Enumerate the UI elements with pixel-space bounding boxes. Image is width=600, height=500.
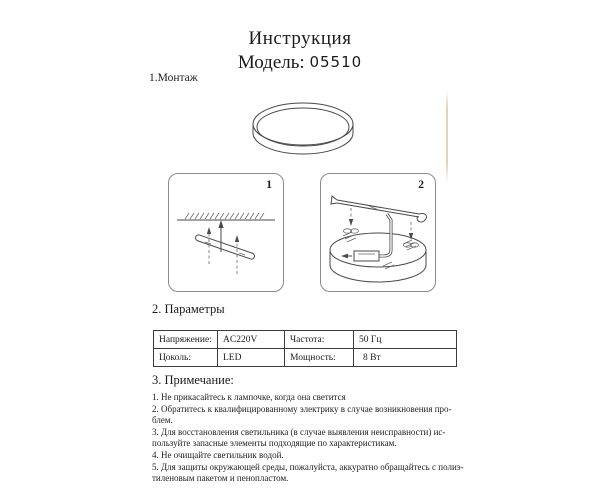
notes-list — [152, 392, 462, 485]
section-montage-heading: 1.Монтаж — [149, 72, 198, 84]
table-row — [154, 331, 457, 349]
base-wiring-diagram — [321, 174, 435, 291]
voltage-value: AC220V — [218, 331, 285, 349]
parameters-table — [153, 330, 457, 367]
note-line: тиленовым пакетом и пенопластом. — [152, 473, 289, 484]
voltage-label: Напряжение: — [154, 331, 218, 349]
step-2-panel — [320, 173, 436, 292]
note-line: 5. Для защиты окружающей среды, пожалуйста, аккуратно обращайтесь с полиэ- — [152, 461, 464, 472]
socket-value: LED — [218, 349, 285, 367]
frequency-label: Частота: — [285, 331, 354, 349]
note-line: 4. Не очищайте светильник водой. — [152, 449, 284, 460]
mounting-bracket-diagram — [169, 174, 283, 291]
note-line: пользуйте запасные элементы подходящие по характеристикам. — [152, 438, 397, 449]
page-title: Инструкция — [248, 28, 352, 49]
power-value: 8 Вт — [354, 349, 457, 367]
power-label: Мощность: — [285, 349, 354, 367]
socket-label: Цоколь: — [154, 349, 218, 367]
section-notes-heading: 3. Примечание: — [152, 373, 234, 387]
step-1-panel — [168, 173, 284, 292]
ceiling-lamp-illustration — [248, 99, 358, 169]
model-label: Модель: — [237, 52, 305, 73]
section-parameters-heading: 2. Параметры — [152, 302, 225, 316]
note-line: 2. Обратитесь к квалифицированному электрику в случае возникновения про- — [152, 403, 452, 414]
model-number: 05510 — [309, 53, 363, 71]
note-line: блем. — [152, 415, 173, 426]
table-row — [154, 349, 457, 367]
scan-artifact-line — [446, 90, 448, 182]
model-line — [0, 52, 600, 74]
note-line: 3. Для восстановления светильника (в случае выявления неисправности) ис- — [152, 426, 446, 437]
note-line: 1. Не прикасайтесь к лампочке, когда она светится — [152, 392, 346, 402]
frequency-value: 50 Гц — [354, 331, 457, 349]
step-2-number: 2 — [418, 179, 424, 191]
step-1-number: 1 — [266, 179, 272, 191]
